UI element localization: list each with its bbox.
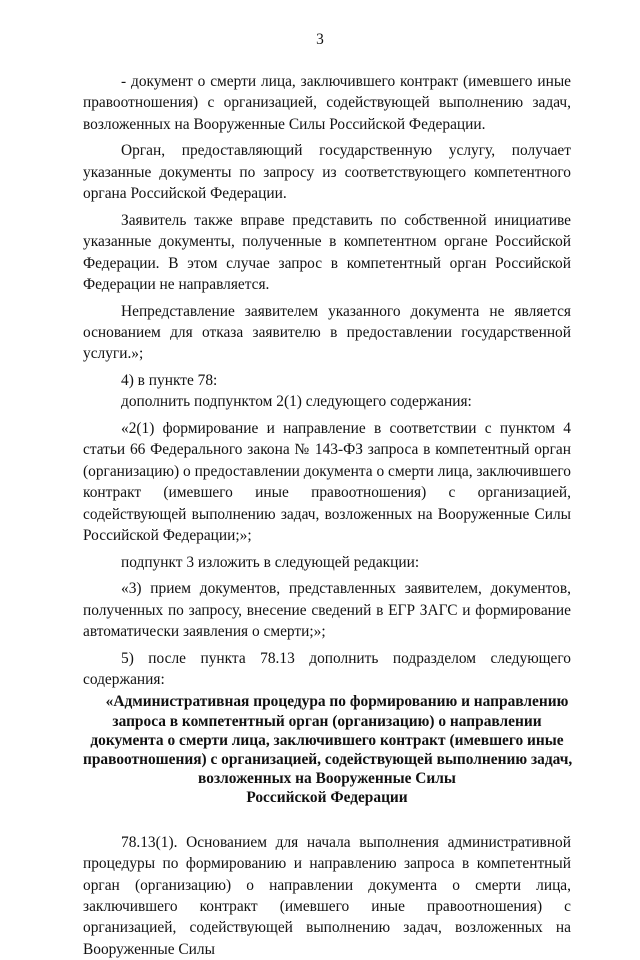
section-heading: [83, 692, 571, 807]
paragraph-death-document-item: - документ о смерти лица, заключившего контракт (имевшего иные правоотношения) с организацией, содействующей выполнению задач, возложенных на Вооруженные Силы Российской Федерации.: [83, 73, 571, 133]
heading-line: правоотношения) с организацией, содействующей выполнению задач,: [83, 751, 573, 769]
heading-line: запроса в компетентный орган (организацию) о направлении: [112, 712, 542, 730]
paragraph-subitem-3: «3) прием документов, представленных заявителем, документов, полученных по запросу, внесение сведений в ЕГР ЗАГС и формирование автоматически заявления о смерти;»;: [83, 580, 571, 641]
heading-line: возложенных на Вооруженные Силы: [198, 770, 456, 788]
heading-line: «Административная процедура по формированию и направлению: [105, 693, 569, 711]
document-body: [83, 71, 571, 960]
paragraph-applicant-right: Заявитель также вправе представить по собственной инициативе указанные документы, полученные в компетентном органе Российской Федерации. В этом случае запрос в компетентный орган Российской Федерации не направляется.: [83, 211, 571, 294]
paragraph-subitem-3-intro: подпункт 3 изложить в следующей редакции:: [121, 553, 420, 571]
paragraph-authority-request: Орган, предоставляющий государственную услугу, получает указанные документы по запросу из соответствующего компетентного органа Российской Федерации.: [83, 142, 571, 203]
paragraph-non-submission: Непредставление заявителем указанного документа не является основанием для отказа заявителю в предоставлении государственной услуги.»;: [83, 302, 571, 363]
paragraph-item-5: 5) после пункта 78.13 дополнить подразделом следующего содержания:: [83, 649, 571, 689]
heading-line: документа о смерти лица, заключившего контракт (имевшего иные: [90, 731, 564, 749]
paragraph-78-13-1: 78.13(1). Основанием для начала выполнения административной процедуры по формированию и направлению запроса в компетентный орган (организацию) о направлении документа о смерти лица, заключившего контракт (имевшего иные правоотношения) с организацией, содействующей выполнению задач, возложенных на Вооруженные Силы: [83, 833, 571, 958]
page-number: 3: [316, 31, 324, 48]
paragraph-item-4: 4) в пункте 78:: [121, 372, 218, 390]
paragraph-add-subitem: дополнить подпунктом 2(1) следующего содержания:: [121, 393, 472, 411]
paragraph-subitem-2-1: «2(1) формирование и направление в соответствии с пунктом 4 статьи 66 Федерального закона № 143-ФЗ запроса в компетентный орган (организацию) о предоставлении документа о смерти лица, заключившего контракт (имевшего иные правоотношения) с организацией, содействующей выполнению задач, возложенных на Вооруженные Силы Российской Федерации;»;: [83, 420, 571, 545]
heading-line: Российской Федерации: [246, 789, 408, 807]
